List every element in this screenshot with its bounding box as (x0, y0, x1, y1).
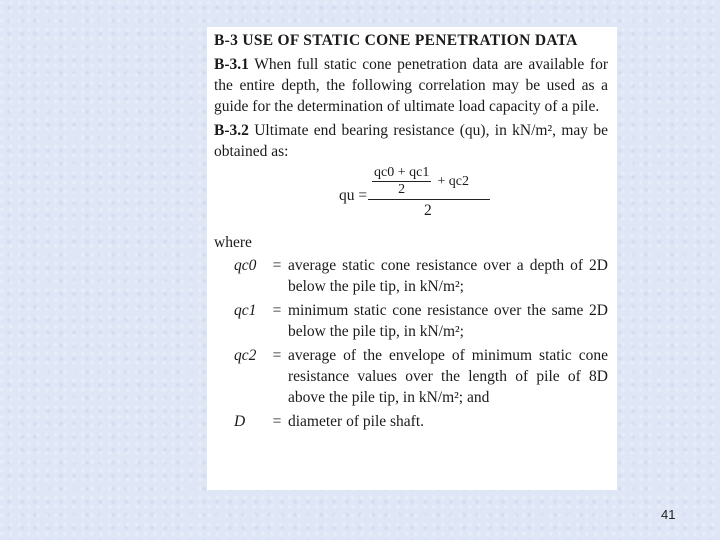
definition-symbol: qc2 (234, 347, 257, 364)
definition-row (214, 255, 608, 297)
paragraph-label: B-3.2 (214, 122, 249, 139)
paragraph-label: B-3.1 (214, 56, 249, 73)
end-bearing-formula (214, 165, 608, 229)
definition-equals: = (272, 302, 282, 319)
definition-equals: = (272, 257, 282, 274)
fraction-bar (368, 199, 490, 200)
paragraph-text: Ultimate end bearing resistance (qu), in kN/m², may be obtained as: (214, 122, 608, 160)
inner-numerator: qc0 + qc1 (374, 165, 430, 180)
definition-symbol: D (234, 413, 246, 430)
definition-row (214, 408, 608, 432)
definition-symbol: qc1 (234, 302, 257, 319)
paragraph-b32 (214, 120, 608, 162)
definition-row (214, 342, 608, 408)
definition-text: diameter of pile shaft. (288, 413, 425, 430)
formula-lhs: qu = (339, 187, 368, 204)
paragraph-b31 (214, 54, 608, 117)
paragraph-text: When full static cone penetration data are available for the entire depth, the following correlation may be used as a guide for the determination of ultimate load capacity of a pile. (214, 56, 608, 115)
where-label: where (214, 234, 252, 251)
formula-numerator (372, 165, 487, 198)
definition-text: average static cone resistance over a depth of 2D below the pile tip, in kN/m²; (288, 257, 608, 295)
definition-equals: = (272, 347, 282, 364)
definition-text: minimum static cone resistance over the same 2D below the pile tip, in kN/m²; (288, 302, 608, 340)
document-page (207, 27, 617, 490)
section-heading: B-3 USE OF STATIC CONE PENETRATION DATA (214, 32, 578, 49)
definition-equals: = (272, 413, 282, 430)
inner-fraction (372, 165, 431, 198)
page-number: 41 (661, 507, 676, 522)
definition-row (214, 297, 608, 342)
plus-term: + qc2 (437, 173, 469, 189)
definitions-list (214, 255, 608, 432)
formula-denominator: 2 (424, 202, 432, 219)
definition-symbol: qc0 (234, 257, 257, 274)
definition-text: average of the envelope of minimum static cone resistance values over the length of pile of 8D above the pile tip, in kN/m²; and (288, 347, 608, 406)
inner-denominator: 2 (398, 182, 406, 197)
